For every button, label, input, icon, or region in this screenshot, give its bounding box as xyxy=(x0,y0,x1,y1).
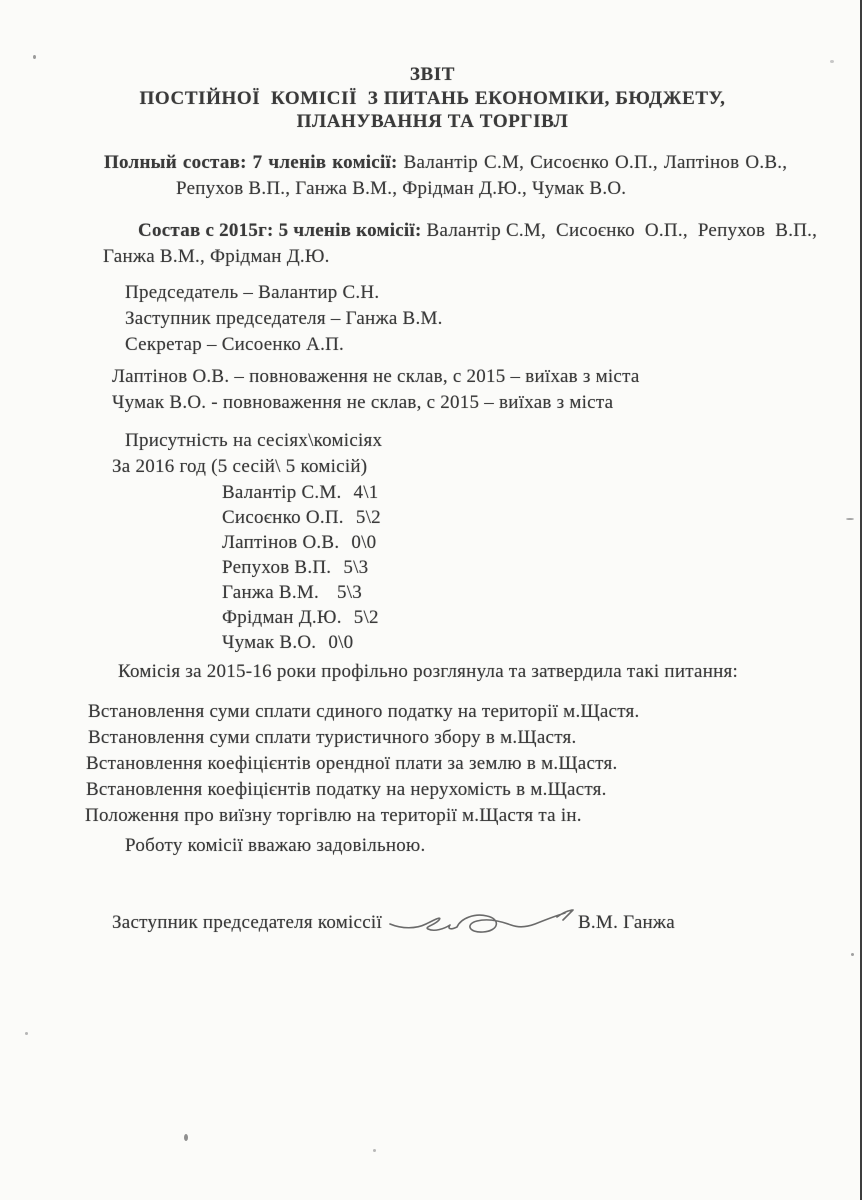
resigned-member-2: Чумак В.О. - повноваження не склав, с 2015 – виїхав з міста xyxy=(112,392,614,413)
attendance-row xyxy=(222,582,362,604)
officer-deputy: Заступник председателя – Ганжа В.М. xyxy=(125,308,443,329)
attendance-score: 5\3 xyxy=(343,557,369,578)
roster-2015-members2: Ганжа В.М., Фрідман Д.Ю. xyxy=(103,246,330,267)
member-name: Лаптінов О.В. xyxy=(222,532,340,553)
agenda-item-2: Встановлення суми сплати туристичного збору в м.Щастя. xyxy=(88,727,577,748)
attendance-row xyxy=(222,632,353,654)
member-name: Чумак В.О. xyxy=(222,632,317,653)
roster-2015-label: Состав с 2015г: 5 членів комісії: xyxy=(138,220,422,241)
agenda-item-1: Встановлення суми сплати сдиного податку на території м.Щастя. xyxy=(88,701,640,722)
attendance-score: 5\2 xyxy=(353,607,379,628)
resigned-member-1: Лаптінов О.В. – повноваження не склав, с 2015 – виїхав з міста xyxy=(112,366,640,387)
scan-speck xyxy=(851,953,854,956)
full-roster-line1 xyxy=(104,152,787,174)
roster-2015-members1: Валантір С.М, Сисоєнко О.П., Репухов В.П., xyxy=(421,220,818,241)
conclusion-line: Роботу комісії вважаю задовільною. xyxy=(125,835,426,856)
report-title-line3: ПЛАНУВАННЯ ТА ТОРГІВЛ xyxy=(296,111,569,132)
agenda-item-5: Положення про виїзну торгівлю на території м.Щастя та ін. xyxy=(85,805,582,826)
scan-speck xyxy=(33,55,36,59)
attendance-period: За 2016 год (5 сесій\ 5 комісій) xyxy=(112,456,368,477)
attendance-row xyxy=(222,532,376,554)
attendance-score: 5\3 xyxy=(337,582,363,603)
officer-secretary: Секретар – Сисоенко А.П. xyxy=(125,334,345,355)
member-name: Валантір С.М. xyxy=(222,482,342,503)
attendance-row xyxy=(222,557,368,579)
member-name: Репухов В.П. xyxy=(222,557,332,578)
attendance-score: 0\0 xyxy=(328,632,354,653)
scan-speck xyxy=(846,518,854,520)
full-roster-members2: Репухов В.П., Ганжа В.М., Фрідман Д.Ю., Чумак В.О. xyxy=(176,178,627,199)
scan-speck xyxy=(373,1149,376,1152)
scan-speck xyxy=(184,1134,188,1141)
signature-scrawl-icon xyxy=(386,898,581,940)
member-name: Ганжа В.М. xyxy=(222,582,319,603)
agenda-intro: Комісія за 2015-16 роки профільно розглянула та затвердила такі питання: xyxy=(118,661,739,682)
member-name: Фрідман Д.Ю. xyxy=(222,607,342,628)
attendance-heading: Присутність на сесіях\комісіях xyxy=(125,430,383,451)
officer-chairman: Председатель – Валантир С.Н. xyxy=(125,282,380,303)
attendance-row xyxy=(222,507,381,529)
handwritten-signature xyxy=(386,898,581,945)
signature-role: Заступник председателя коміссії xyxy=(112,912,382,933)
full-roster-members1: Валантір С.М, Сисоєнко О.П., Лаптінов О.В., xyxy=(397,152,788,173)
scan-speck xyxy=(25,1032,28,1035)
attendance-score: 4\1 xyxy=(353,482,379,503)
agenda-item-3: Встановлення коефіцієнтів орендної плати за землю в м.Щастя. xyxy=(86,753,618,774)
roster-2015-line1 xyxy=(138,220,817,242)
agenda-item-4: Встановлення коефіцієнтів податку на нерухомість в м.Щастя. xyxy=(86,779,607,800)
member-name: Сисоєнко О.П. xyxy=(222,507,344,528)
signature-name: В.М. Ганжа xyxy=(578,912,675,933)
attendance-score: 0\0 xyxy=(351,532,377,553)
full-roster-label: Полный состав: 7 членів комісії: xyxy=(104,152,398,173)
attendance-row xyxy=(222,482,379,504)
scan-speck xyxy=(830,60,834,63)
attendance-row xyxy=(222,607,379,629)
report-title-line2: ПОСТІЙНОЇ КОМІСІЇ З ПИТАНЬ ЕКОНОМІКИ, БЮДЖЕТУ, xyxy=(139,88,726,109)
report-title-line1: ЗВІТ xyxy=(409,64,456,85)
attendance-score: 5\2 xyxy=(355,507,381,528)
